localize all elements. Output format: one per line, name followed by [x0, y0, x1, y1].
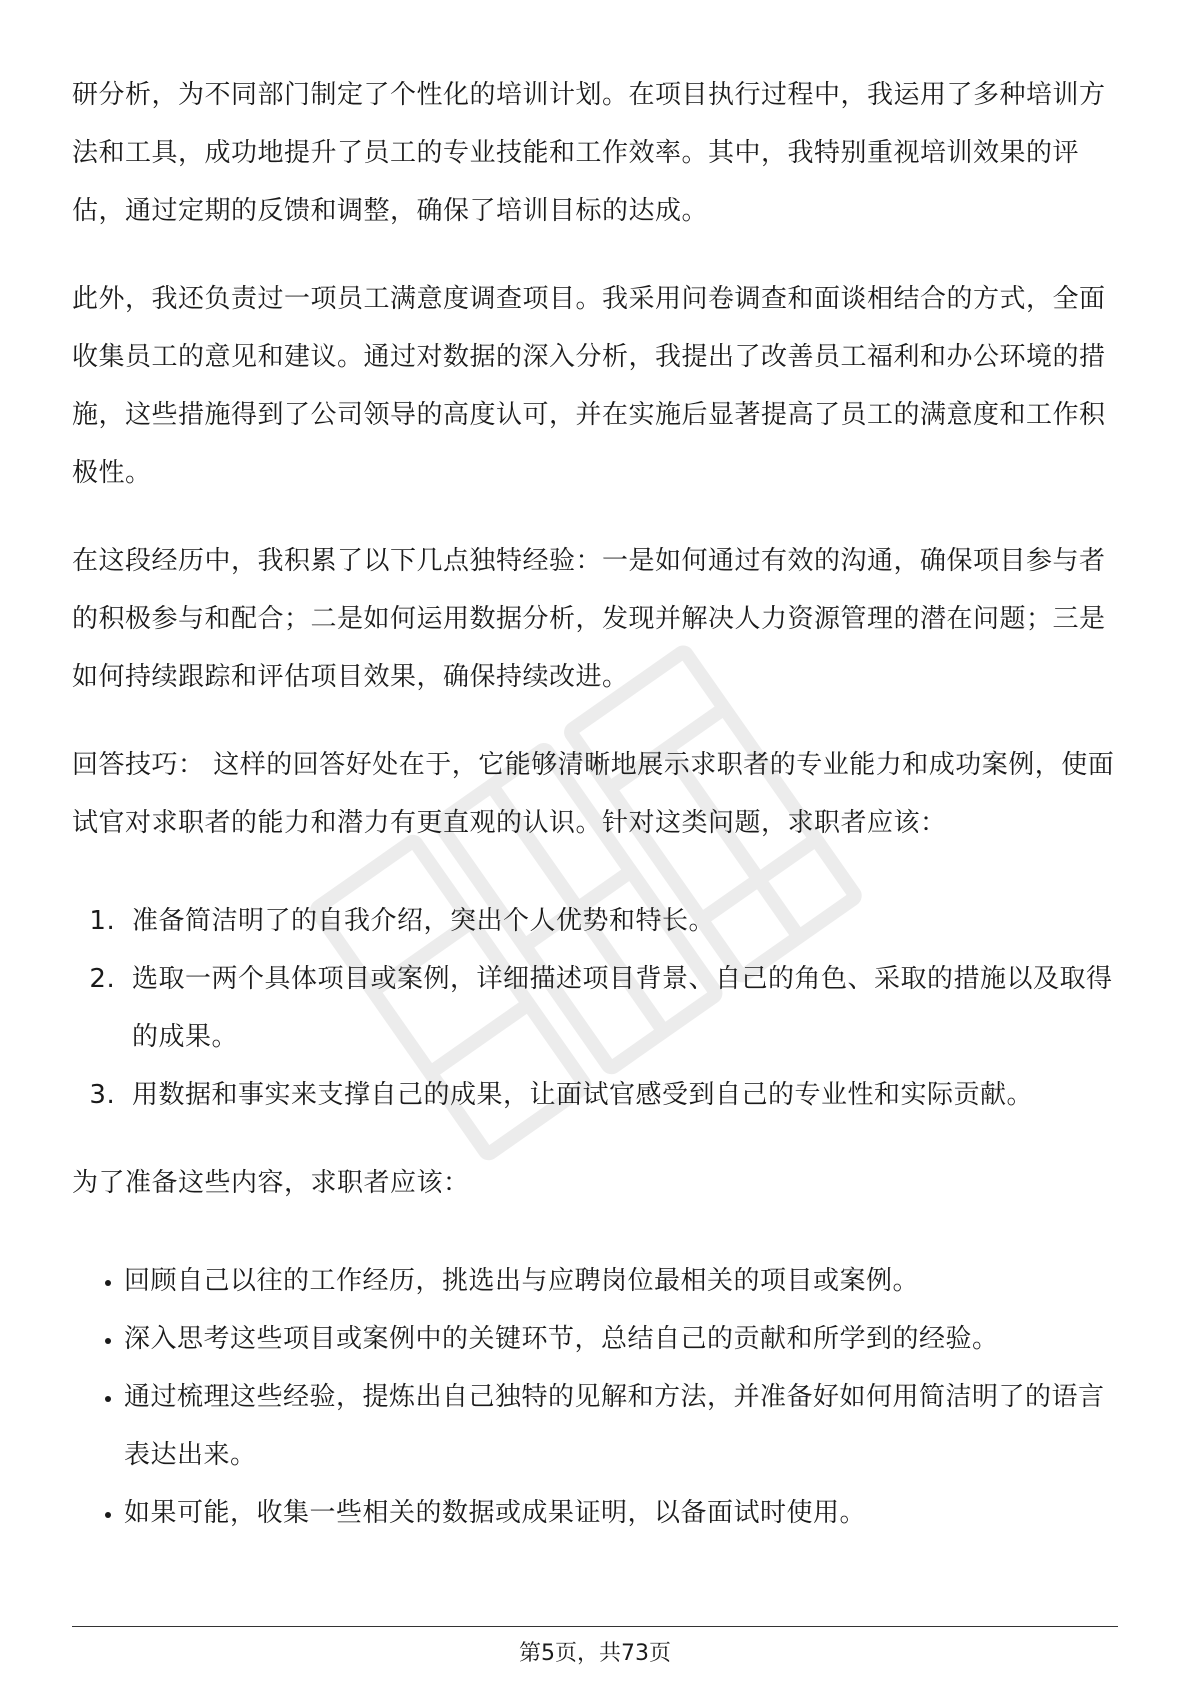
list-item: • 回顾自己以往的工作经历，挑选出与应聘岗位最相关的项目或案例。: [124, 1252, 1118, 1310]
list-item: 3. 用数据和事实来支撑自己的成果，让面试官感受到自己的专业性和实际贡献。: [124, 1066, 1118, 1124]
page-number: 第5页，共73页: [519, 1641, 671, 1666]
paragraph-preparation-intro: 为了准备这些内容，求职者应该：: [72, 1168, 470, 1198]
paragraph-answer-tips: 回答技巧： 这样的回答好处在于，它能够清晰地展示求职者的专业能力和成功案例，使面试官对求职者的能力和潜力有更直观的认识。针对这类问题，求职者应该：: [72, 750, 1115, 838]
paragraph-training-project: 研分析，为不同部门制定了个性化的培训计划。在项目执行过程中，我运用了多种培训方法和工具，成功地提升了员工的专业技能和工作效率。其中，我特别重视培训效果的评估，通过定期的反馈和调整，确保了培训目标的达成。: [72, 80, 1106, 226]
list-item: • 如果可能，收集一些相关的数据或成果证明，以备面试时使用。: [124, 1484, 1118, 1542]
list-item: 2. 选取一两个具体项目或案例，详细描述项目背景、自己的角色、采取的措施以及取得的成果。: [124, 950, 1118, 1066]
list-item: • 深入思考这些项目或案例中的关键环节，总结自己的贡献和所学到的经验。: [124, 1310, 1118, 1368]
numbered-list: [72, 882, 1118, 1124]
footer-divider: [72, 1626, 1118, 1627]
paragraph-satisfaction-survey: 此外，我还负责过一项员工满意度调查项目。我采用问卷调查和面谈相结合的方式，全面收集员工的意见和建议。通过对数据的深入分析，我提出了改善员工福利和办公环境的措施，这些措施得到了公司领导的高度认可，并在实施后显著提高了员工的满意度和工作积极性。: [72, 284, 1106, 488]
list-item: • 通过梳理这些经验，提炼出自己独特的见解和方法，并准备好如何用简洁明了的语言表达出来。: [124, 1368, 1118, 1484]
bullet-list: [72, 1242, 1118, 1542]
paragraph-experience-summary: 在这段经历中，我积累了以下几点独特经验：一是如何通过有效的沟通，确保项目参与者的积极参与和配合；二是如何运用数据分析，发现并解决人力资源管理的潜在问题；三是如何持续跟踪和评估项目效果，确保持续改进。: [72, 546, 1106, 692]
document-body: [72, 66, 1118, 1572]
list-item: 1. 准备简洁明了的自我介绍，突出个人优势和特长。: [124, 892, 1118, 950]
